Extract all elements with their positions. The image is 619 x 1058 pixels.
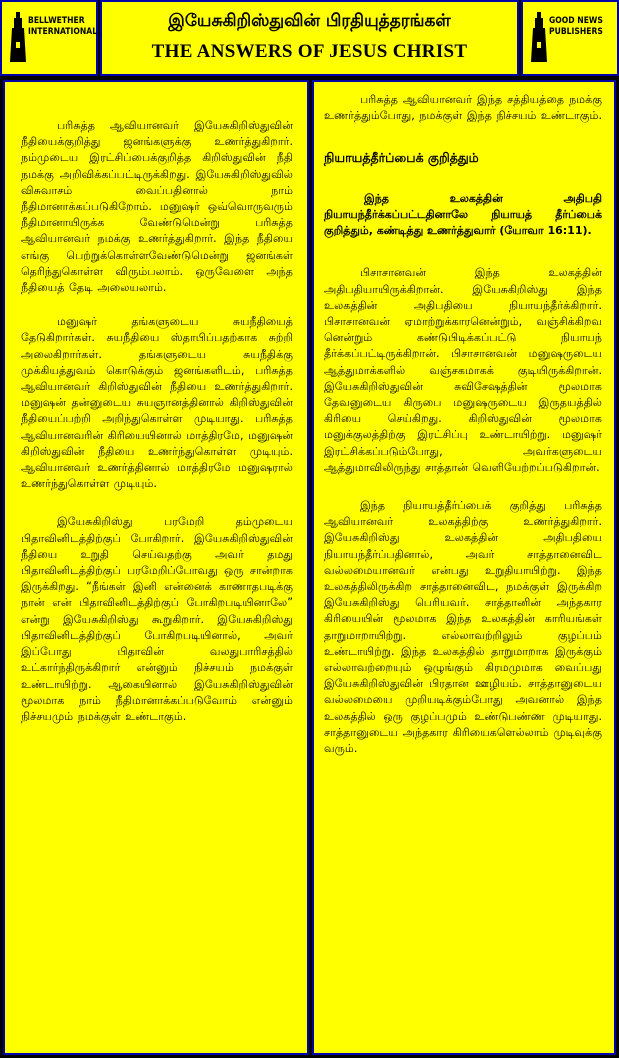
right-paragraph-1: பிசாசானவன் இந்த உலகத்தின் அதிபதியாயிருக்கிறான். இயேசுகிறிஸ்து இந்த உலகத்தின் அதிபதியை நியாயந்தீர்க்கிறார். பிசாசானவன் ஏமாற்றுக்காரனென்றும், வஞ்சிக்கிறவ னென்றும் கண்டுபிடிக்கப்பட்டு நியாயந் தீர்க்கப்பட்டிருக்கிறான். பிசாசானவன் மனுஷருடைய ஆத்துமாக்களில் வஞ்சகமாகக் குடியிருக்கிறான். இயேசுகிறிஸ்துவின் சுவிசேஷத்தின் மூலமாக தேவனுடைய கிருபை மனுஷருடைய இருதயத்தில் கிரியை செய்கிறது. கிறிஸ்துவின் மூலமாக மனுக்குலத்திற்கு இரட்சிப்பு உண்டாயிற்று. மனுஷர் இரட்சிக்கப்படும்போது, அவர்களுடைய ஆத்துமாவிலிருந்து சாத்தான் வெளியேற்றப்படுகிறான். [324,266,602,474]
left-logo-line-1: BELLWETHER [28,16,85,26]
right-paragraph-2: இந்த நியாயத்தீர்ப்பைக் குறித்து பரிசுத்த ஆவியானவர் உலகத்திற்கு உணர்த்துகிறார். இயேசுகிறிஸ்து உலகத்தின் அதிபதியை நியாயந்தீர்ப்பதினால், அவர் சாத்தானைவிட வல்லமையானவர் என்பது உறுதியாயிற்று. இந்த உலகத்திலிருக்கிற சாத்தானைவிட, நமக்குள் இருக்கிற இயேசுகிறிஸ்து பெரியவர். சாத்தானின் அந்தகார கிரியையின் மூலமாக இந்த உலகத்தின் காரியங்கள் தாறுமாறாயிற்று. எல்லாவற்றிலும் குழப்பம் உண்டாயிற்று. இந்த உலகத்தில் தாறுமாறாக இருக்கும் எல்லாவற்றையும் ஒழுங்கும் கிரமமுமாக வைப்பது இயேசுகிறிஸ்துவின் பிரதான ஊழியம். சாத்தானுடைய வல்லமையை முறியடிக்கும்போது அவனால் இந்த உலகத்தில் ஒரு குழப்பமும் உண்டுபண்ண முடியாது. சாத்தானுடைய அந்தகார கிரியைகளெல்லாம் முடிவுக்கு வரும். [324,499,602,756]
right-intro-paragraph: பரிசுத்த ஆவியானவர் இந்த சத்தியத்தை நமக்கு உணர்த்தும்போது, நமக்குள் இந்த நிச்சயம் உண்டாகும். [324,93,602,123]
tower-icon [10,12,26,62]
right-column [312,80,616,1055]
right-logo-line-1: GOOD NEWS [549,16,603,26]
left-paragraph-3: இயேசுகிறிஸ்து பரமேறி தம்முடைய பிதாவினிடத்திற்குப் போகிறார். இயேசுகிறிஸ்துவின் நீதியை உறுதி செய்வதற்கு அவர் தமது பிதாவினிடத்திற்குப் பரமேறிப்போவது ஒரு சான்றாக இருக்கிறது. “நீங்கள் இனி என்னைக் காணாதபடிக்கு நான் என் பிதாவினிடத்திற்குப் போகிறபடியினாலே” என்று இயேசுகிறிஸ்து கூறுகிறார். இயேசுகிறிஸ்து பிதாவினிடத்திற்குப் போகிறபடியினால், அவர் இப்போது பிதாவின் வலதுபாரிசத்தில் உட்கார்ந்திருக்கிறார் என்னும் நிச்சயம் நமக்குள் உண்டாயிற்று. ஆகையினால் இயேசுகிறிஸ்துவின் மூலமாக நாம் நீதிமானாக்கப்படுவோம் என்னும் நிச்சயமும் நமக்குள் உண்டாகும். [21,515,293,723]
good-news-logo [521,0,619,76]
left-column [3,80,309,1055]
right-logo-text [549,16,603,38]
section-heading: நியாயத்தீர்ப்பைக் குறித்தும் [324,150,479,166]
left-paragraph-1: பரிசுத்த ஆவியானவர் இயேசுகிறிஸ்துவின் நீதியைக்குறித்து ஜனங்களுக்கு உணர்த்துகிறார். நம்முடைய இரட்சிப்பைக்குறித்த கிறிஸ்துவின் நீதி நமக்கு அறிவிக்கப்பட்டிருக்கிறது. இயேசுகிறிஸ்துவில் விசுவாசம் வைப்பதினால் நாம் நீதிமானாக்கப்படுகிறோம். மனுஷர் ஒவ்வொருவரும் நீதிமானாயிருக்க வேண்டுமென்று பரிசுத்த ஆவியானவர் நமக்கு உணர்த்துகிறார். இந்த நீதியை எங்கு பெற்றுக்கொள்ளவேண்டுமென்று ஜனங்கள் தெரிந்துகொள்ள விரும்பலாம். ஒருவேளை அந்த நீதியைத் தேடி அலையலாம். [21,119,293,295]
left-paragraph-2: மனுஷர் தங்களுடைய சுயநீதியைத் தேடுகிறார்கள். சுயநீதியை ஸ்தாபிப்பதற்காக சுற்றி அலைகிறார்கள். தங்களுடைய சுயநீதிக்கு முக்கியத்துவம் கொடுக்கும் ஜனங்களிடம், பரிசுத்த ஆவியானவர் கிறிஸ்துவின் நீதியை உணர்த்துகிறார். மனுஷன் தன்னுடைய சுயஞானத்தினால் கிறிஸ்துவின் நீதியைப்பற்றி அறிந்துகொள்ள முடியாது. பரிசுத்த ஆவியானவரின் கிரியையினால் மாத்திரமே, மனுஷன் கிறிஸ்துவின் நீதியை உணர்ந்துகொள்ள முடியும். ஆவியானவர் உணர்த்தினால் மாத்திரமே மனுஷரால் உணர்ந்துகொள்ள முடியும். [21,315,293,491]
left-logo-line-2: INTERNATIONAL [28,27,98,37]
english-title: THE ANSWERS OF JESUS CHRIST [151,41,468,62]
tamil-title: இயேசுகிறிஸ்துவின் பிரதியுத்தரங்கள் [168,11,451,31]
right-logo-line-2: PUBLISHERS [549,27,603,37]
bellwether-logo [0,0,98,76]
left-logo-text [28,16,97,38]
scripture-verse: இந்த உலகத்தின் அதிபதி நியாயந்தீர்க்கப்பட்டதினாலே நியாயத் தீர்ப்பைக் குறித்தும், கண்டித்து உணர்த்துவார் (யோவா 16:11). [324,192,602,238]
title-banner [100,0,519,76]
tower-icon [531,12,547,62]
